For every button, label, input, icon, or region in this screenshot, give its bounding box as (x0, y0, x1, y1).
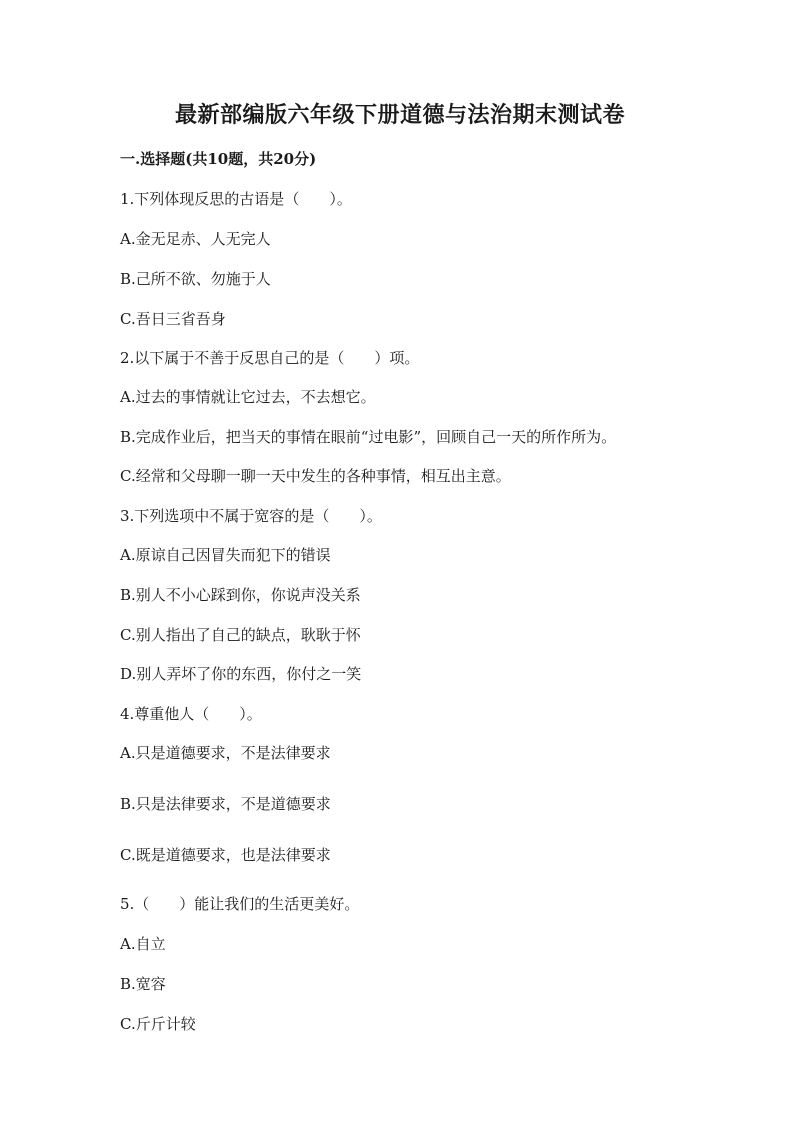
question-option: A.原谅自己因冒失而犯下的错误 (120, 546, 331, 564)
question-option: B.别人不小心踩到你，你说声没关系 (120, 586, 361, 604)
question-option: D.别人弄坏了你的东西，你付之一笑 (120, 665, 362, 683)
question-stem: 5.（ ）能让我们的生活更美好。 (120, 895, 360, 913)
question-option: B.完成作业后，把当天的事情在眼前“过电影”，回顾自己一天的所作所为。 (120, 428, 617, 446)
question-option: A.过去的事情就让它过去，不去想它。 (120, 388, 376, 406)
question-option: C.别人指出了自己的缺点，耿耿于怀 (120, 626, 361, 644)
question-option: C.吾日三省吾身 (120, 310, 226, 328)
question-stem: 1.下列体现反思的古语是（ ）。 (120, 190, 352, 208)
question-option: A.自立 (120, 935, 166, 953)
question-stem: 2.以下属于不善于反思自己的是（ ）项。 (120, 349, 420, 367)
question-option: B.己所不欲、勿施于人 (120, 270, 271, 288)
question-option: A.只是道德要求，不是法律要求 (120, 744, 331, 762)
question-option: C.经常和父母聊一聊一天中发生的各种事情，相互出主意。 (120, 467, 511, 485)
section-heading: 一.选择题(共10题，共20分) (120, 150, 317, 168)
question-option: B.只是法律要求，不是道德要求 (120, 795, 331, 813)
document-title: 最新部编版六年级下册道德与法治期末测试卷 (174, 102, 625, 128)
question-stem: 3.下列选项中不属于宽容的是（ ）。 (120, 507, 382, 525)
question-option: C.斤斤计较 (120, 1015, 196, 1033)
question-stem: 4.尊重他人（ ）。 (120, 705, 262, 723)
question-option: B.宽容 (120, 975, 166, 993)
question-option: A.金无足赤、人无完人 (120, 230, 271, 248)
question-option: C.既是道德要求，也是法律要求 (120, 846, 331, 864)
